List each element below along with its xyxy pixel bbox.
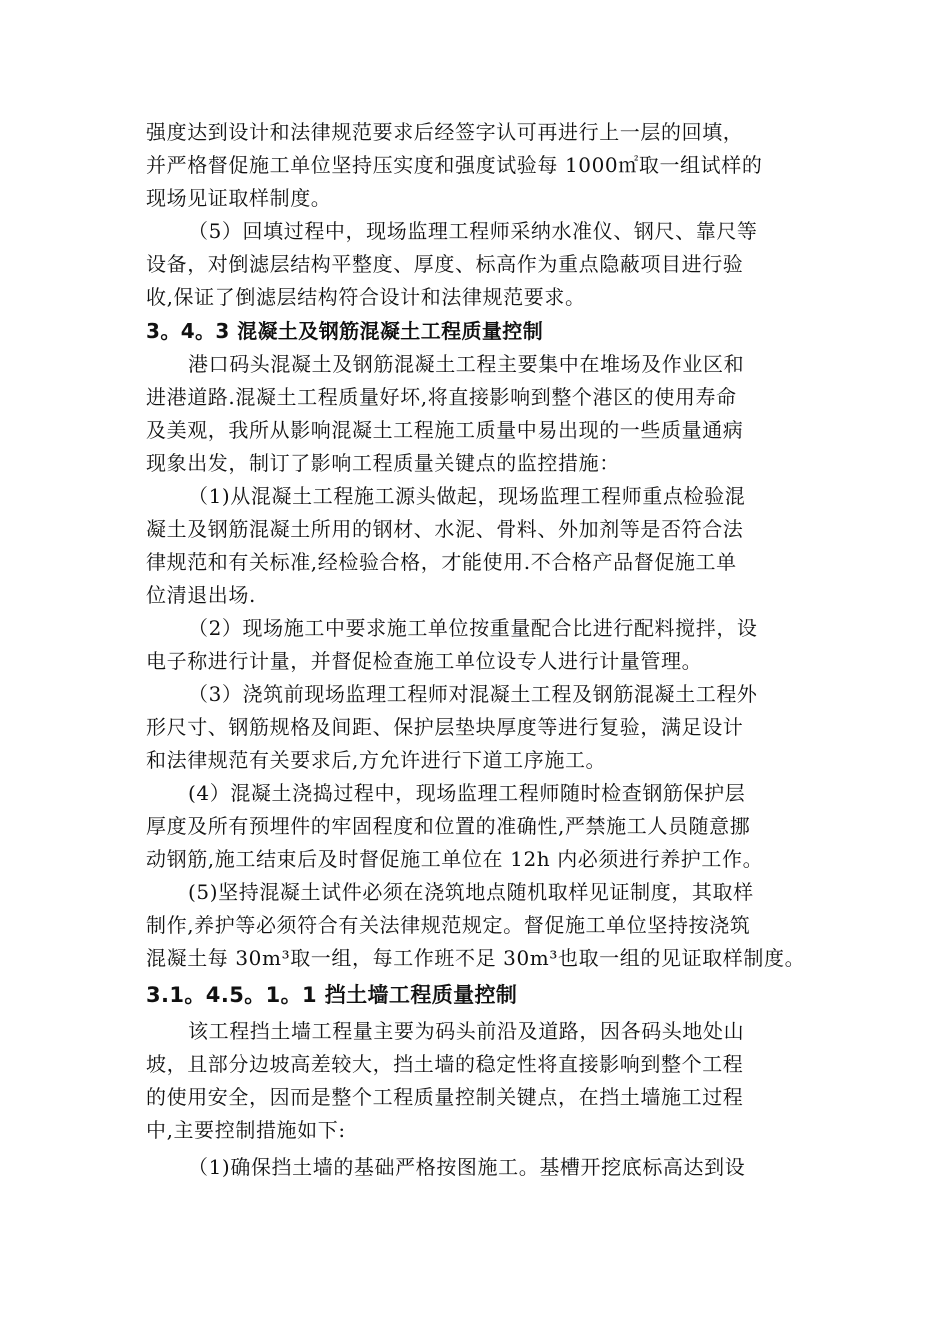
document-page	[146, 116, 810, 1184]
text-line: 厚度及所有预埋件的牢固程度和位置的准确性,严禁施工人员随意挪	[146, 814, 751, 838]
paragraph-measure-5	[146, 876, 810, 975]
text-line: 制作,养护等必须符合有关法律规范规定。督促施工单位坚持按浇筑	[146, 913, 751, 937]
paragraph-retaining-wall-intro	[146, 1015, 810, 1147]
text-line: (4）混凝土浇捣过程中，现场监理工程师随时检查钢筋保护层	[188, 781, 746, 805]
paragraph-backfill-inspection	[146, 215, 810, 314]
text-line: 混凝土每 30m³取一组，每工作班不足 30m³也取一组的见证取样制度。	[146, 946, 806, 970]
paragraph-measure-1	[146, 480, 810, 612]
text-line: 并严格督促施工单位坚持压实度和强度试验每 1000㎡取一组试样的	[146, 153, 763, 177]
text-line: 现场见证取样制度。	[146, 186, 332, 210]
paragraph-backfill-strength	[146, 116, 810, 215]
text-line: 中,主要控制措施如下:	[146, 1118, 346, 1142]
section-heading-concrete-quality: 3。4。3 混凝土及钢筋混凝土工程质量控制	[146, 319, 544, 343]
paragraph-measure-2	[146, 612, 810, 678]
text-line: 位清退出场.	[146, 583, 256, 607]
text-line: 进港道路.混凝土工程质量好坏,将直接影响到整个港区的使用寿命	[146, 385, 737, 409]
text-line: 现象出发，制订了影响工程质量关键点的监控措施：	[146, 451, 620, 475]
section-heading-retaining-wall: 3.1。4.5。1。1 挡土墙工程质量控制	[146, 983, 518, 1007]
text-line: （1)确保挡土墙的基础严格按图施工。基槽开挖底标高达到设	[188, 1155, 746, 1179]
text-line: 收,保证了倒滤层结构符合设计和法律规范要求。	[146, 285, 586, 309]
text-line: 强度达到设计和法律规范要求后经签字认可再进行上一层的回填，	[146, 120, 744, 144]
text-line: 的使用安全，因而是整个工程质量控制关键点，在挡土墙施工过程	[146, 1085, 744, 1109]
text-line: （2）现场施工中要求施工单位按重量配合比进行配料搅拌，设	[188, 616, 758, 640]
paragraph-concrete-intro	[146, 348, 810, 480]
text-line: 该工程挡土墙工程量主要为码头前沿及道路，因各码头地处山	[188, 1019, 745, 1043]
text-line: （1)从混凝土工程施工源头做起，现场监理工程师重点检验混	[188, 484, 746, 508]
text-line: 电子称进行计量，并督促检查施工单位设专人进行计量管理。	[146, 649, 703, 673]
text-line: 港口码头混凝土及钢筋混凝土工程主要集中在堆场及作业区和	[188, 352, 745, 376]
paragraph-retaining-wall-measure-1	[146, 1151, 810, 1184]
text-line: 凝土及钢筋混凝土所用的钢材、水泥、骨料、外加剂等是否符合法	[146, 517, 744, 541]
text-line: 和法律规范有关要求后,方允许进行下道工序施工。	[146, 748, 607, 772]
text-line: 设备，对倒滤层结构平整度、厚度、标高作为重点隐蔽项目进行验	[146, 252, 744, 276]
text-line: 动钢筋,施工结束后及时督促施工单位在 12h 内必须进行养护工作。	[146, 847, 764, 871]
text-line: （5）回填过程中，现场监理工程师采纳水准仪、钢尺、靠尺等	[188, 219, 758, 243]
text-line: 及美观，我所从影响混凝土工程施工质量中易出现的一些质量通病	[146, 418, 744, 442]
text-line: （3）浇筑前现场监理工程师对混凝土工程及钢筋混凝土工程外	[188, 682, 758, 706]
text-line: 律规范和有关标准,经检验合格，才能使用.不合格产品督促施工单	[146, 550, 737, 574]
text-line: (5)坚持混凝土试件必须在浇筑地点随机取样见证制度，其取样	[188, 880, 754, 904]
text-line: 形尺寸、钢筋规格及间距、保护层垫块厚度等进行复验，满足设计	[146, 715, 744, 739]
text-line: 坡，且部分边坡高差较大，挡土墙的稳定性将直接影响到整个工程	[146, 1052, 744, 1076]
paragraph-measure-4	[146, 777, 810, 876]
paragraph-measure-3	[146, 678, 810, 777]
